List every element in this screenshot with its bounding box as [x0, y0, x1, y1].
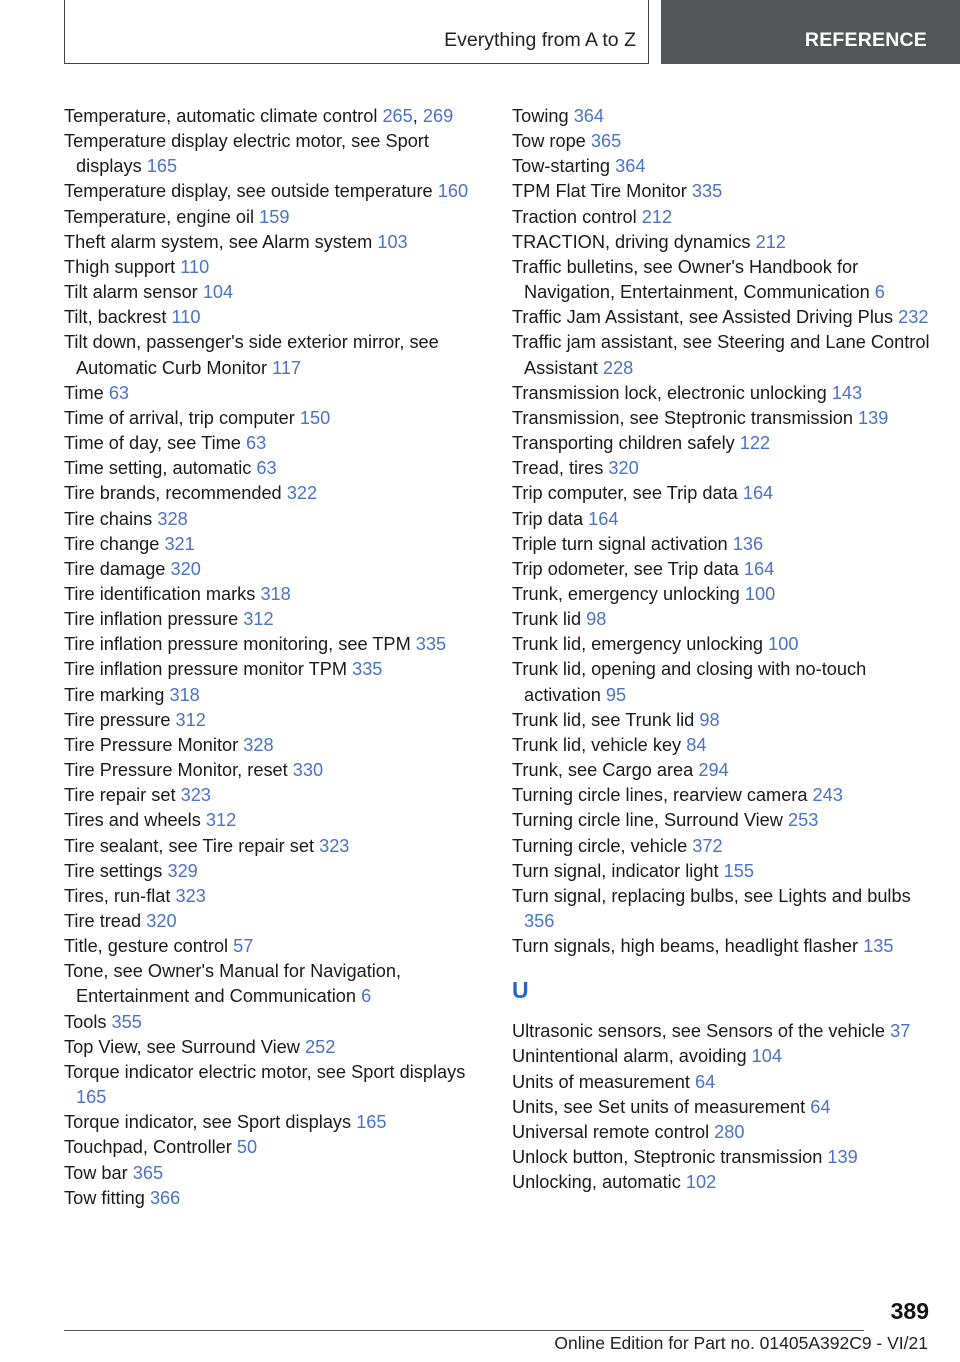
index-entry: [64, 808, 484, 833]
index-entry-term: Tire chains: [64, 508, 153, 529]
index-entry: [512, 884, 932, 934]
index-entry-term: TPM Flat Tire Monitor: [512, 181, 687, 202]
index-entry: [512, 305, 932, 330]
page-reference-link[interactable]: 269: [422, 106, 454, 126]
page-reference-link[interactable]: 335: [415, 634, 447, 655]
index-entry: [512, 104, 932, 129]
page-reference-link[interactable]: 320: [170, 558, 201, 579]
page-reference-link[interactable]: 164: [588, 508, 619, 529]
index-entry-term: Unintentional alarm, avoiding: [512, 1046, 747, 1067]
index-entry-term: Tire inflation pressure monitoring, see TPM: [64, 634, 411, 655]
index-entry: [512, 733, 932, 758]
index-entry-term: Units, see Set units of measurement: [512, 1096, 806, 1117]
index-entry-term: Tire repair set: [64, 785, 176, 806]
index-entry-term: Turn signals, high beams, headlight flasher: [512, 936, 859, 957]
index-entry-term: Traffic bulletins, see Owner's Handbook for Navigation, Entertainment, Communication: [512, 256, 870, 303]
index-entry: [512, 406, 932, 431]
index-entry: [512, 632, 932, 657]
page-reference-link[interactable]: 104: [202, 282, 234, 303]
index-entry-term: Trip computer, see Trip data: [512, 483, 738, 504]
index-entry: [64, 1110, 484, 1135]
page-reference-link[interactable]: 318: [260, 583, 291, 604]
page-reference-link[interactable]: 228: [602, 357, 634, 378]
page-reference-link[interactable]: 103: [377, 231, 408, 252]
index-entry: [512, 381, 932, 406]
index-entry-term: Tires, run-flat: [64, 885, 171, 906]
page-reference-link[interactable]: 232: [898, 307, 929, 328]
footer-edition: Online Edition for Part no. 01405A392C9 - VI/21: [554, 1333, 928, 1353]
index-entry-term: Torque indicator electric motor, see Sport displays: [64, 1061, 466, 1082]
index-entry: [512, 808, 932, 833]
index-entry: [512, 179, 932, 204]
index-entry: [64, 607, 484, 632]
index-entry-term: Trunk lid, vehicle key: [512, 734, 682, 755]
page-reference-link[interactable]: 139: [858, 407, 889, 428]
index-entry-term: Turn signal, indicator light: [512, 860, 719, 881]
index-entry-term: Time setting, automatic: [64, 458, 252, 479]
index-entry: [512, 1095, 932, 1120]
index-entry-term: Units of measurement: [512, 1071, 690, 1092]
index-entry: [512, 834, 932, 859]
index-entry: [64, 708, 484, 733]
page-reference-link[interactable]: 117: [272, 357, 302, 378]
index-entry-term: Tread, tires: [512, 458, 604, 479]
index-entry: [512, 330, 932, 380]
page-reference-link[interactable]: 323: [319, 835, 350, 856]
footer-divider: [64, 1330, 864, 1331]
page-reference-link[interactable]: 253: [787, 810, 819, 831]
page-reference-link[interactable]: 98: [586, 609, 607, 630]
page-reference-link[interactable]: 372: [692, 835, 723, 856]
index-entry: [64, 582, 484, 607]
page-reference-link[interactable]: 355: [111, 1011, 142, 1032]
page-reference-link[interactable]: 365: [590, 131, 622, 152]
index-entry: [64, 1060, 484, 1110]
index-entry: [64, 179, 484, 204]
index-entry-term: Tone, see Owner's Manual for Navigation, Entertainment and Communication: [64, 961, 402, 1007]
index-entry: [64, 1186, 484, 1211]
page-reference-link[interactable]: 280: [714, 1121, 745, 1142]
page-reference-link[interactable]: 323: [175, 885, 206, 906]
page-reference-link[interactable]: 64: [694, 1071, 716, 1092]
page-reference-link[interactable]: 312: [243, 609, 274, 630]
index-entry-term: Unlocking, automatic: [512, 1172, 681, 1193]
index-column-left: [64, 104, 484, 1211]
page-reference-link[interactable]: 320: [146, 911, 177, 931]
index-entry: [64, 859, 484, 884]
page-reference-link[interactable]: 312: [175, 709, 206, 730]
index-entry: [64, 1161, 484, 1186]
index-entry-term: Thigh support: [64, 256, 176, 277]
index-entry-term: Tire sealant, see Tire repair set: [64, 835, 315, 856]
index-entry-term: Tire damage: [64, 558, 166, 579]
page-reference-link[interactable]: 139: [827, 1147, 858, 1168]
index-entry: [512, 205, 932, 230]
index-entry: [64, 758, 484, 783]
page-reference-link[interactable]: 6: [361, 986, 372, 1007]
index-entry-term: Theft alarm system, see Alarm system: [64, 231, 373, 252]
index-entry-term: Temperature, engine oil: [64, 206, 255, 227]
index-entry: [512, 1070, 932, 1095]
index-entry-term: Tilt, backrest: [64, 307, 167, 328]
index-entry-term: Trunk lid, opening and closing with no-touch activation: [512, 659, 867, 705]
index-entry: [64, 280, 484, 305]
page-reference-link[interactable]: 95: [605, 684, 627, 705]
page-reference-link[interactable]: 84: [686, 734, 707, 755]
index-entry: [64, 381, 484, 406]
index-entry: [64, 330, 484, 380]
index-entry: [64, 683, 484, 708]
page-reference-link[interactable]: 159: [259, 206, 290, 227]
index-entry: [512, 1170, 932, 1195]
index-entry: [512, 532, 932, 557]
page-reference-link[interactable]: 335: [691, 181, 723, 202]
index-entry-term: Temperature display, see outside temperature: [64, 181, 433, 202]
page-reference-link[interactable]: 328: [157, 508, 188, 529]
index-entry-term: Triple turn signal activation: [512, 533, 728, 554]
index-entry: [512, 758, 932, 783]
page-reference-link[interactable]: 150: [299, 407, 331, 428]
index-entry: [64, 205, 484, 230]
page-reference-link[interactable]: 57: [233, 936, 254, 957]
index-entry-term: Turning circle line, Surround View: [512, 810, 783, 831]
chapter-title: REFERENCE: [804, 29, 927, 51]
index-entry-term: Tow bar: [64, 1162, 128, 1183]
index-entry-term: Trip odometer, see Trip data: [512, 558, 739, 579]
index-entry: [64, 783, 484, 808]
index-entry-term: Time of arrival, trip computer: [64, 407, 295, 428]
index-entry-term: TRACTION, driving dynamics: [512, 231, 751, 252]
page-reference-link[interactable]: 165: [356, 1112, 387, 1133]
index-entry-term: Tire change: [64, 533, 160, 554]
index-entry-term: Tow rope: [512, 131, 586, 152]
index-entry: [512, 431, 932, 456]
index-entry-term: Tire Pressure Monitor, reset: [64, 760, 288, 781]
index-entry: [512, 607, 932, 632]
page-reference-link[interactable]: 143: [831, 382, 863, 403]
index-entry: [64, 557, 484, 582]
index-entry: [512, 481, 932, 506]
page-reference-link[interactable]: 252: [304, 1036, 336, 1057]
index-entry: [512, 783, 932, 808]
page-reference-link[interactable]: 365: [132, 1162, 164, 1183]
section-title: Everything from A to Z: [444, 29, 636, 51]
index-entry: [64, 305, 484, 330]
running-header-chapter-tab: [661, 0, 960, 64]
page-reference-link[interactable]: 364: [573, 106, 605, 126]
page-reference-link[interactable]: 165: [146, 156, 178, 177]
page-reference-link[interactable]: 322: [286, 483, 318, 504]
index-entry-term: Tire pressure: [64, 709, 171, 730]
index-entry-term: Transporting children safely: [512, 433, 735, 454]
index-entry: [512, 456, 932, 481]
index-entry: [512, 582, 932, 607]
index-entry-term: Trunk, emergency unlocking: [512, 583, 740, 604]
page-reference-link[interactable]: 294: [698, 760, 729, 781]
page-reference-link[interactable]: 366: [149, 1187, 181, 1208]
page-reference-link[interactable]: 356: [524, 911, 555, 931]
index-entry-term: Traction control: [512, 206, 637, 227]
index-column-right: [512, 104, 932, 1195]
page-reference-link[interactable]: 328: [243, 734, 274, 755]
page-reference-link[interactable]: 164: [742, 483, 774, 504]
index-entry: [512, 255, 932, 305]
index-entry: Temperature, automatic climate control 265, 269: [64, 106, 454, 126]
index-entry: [512, 934, 932, 959]
index-entry-term: Transmission lock, electronic unlocking: [512, 382, 827, 403]
index-entry: [64, 456, 484, 481]
index-entry-term: Temperature, automatic climate control: [64, 106, 378, 126]
index-entry-term: Towing: [512, 106, 569, 126]
index-entry: [64, 657, 484, 682]
index-entry-term: Traffic Jam Assistant, see Assisted Driving Plus: [512, 307, 894, 328]
page-reference-link[interactable]: 160: [437, 181, 469, 202]
index-entry: [512, 1019, 932, 1044]
index-entry: [64, 507, 484, 532]
page-reference-link[interactable]: 136: [732, 533, 764, 554]
index-entry: [512, 557, 932, 582]
page-reference-link[interactable]: 212: [755, 231, 786, 252]
index-entry: [512, 859, 932, 884]
page-reference-link[interactable]: 323: [180, 785, 211, 806]
index-entry-term: Trunk lid: [512, 609, 582, 630]
index-entry-term: Tilt down, passenger's side exterior mirror, see Automatic Curb Monitor: [64, 332, 439, 378]
index-entry: [64, 481, 484, 506]
index-entry-term: Tires and wheels: [64, 810, 201, 831]
page-reference-link[interactable]: 335: [352, 659, 383, 680]
page-reference-link[interactable]: 318: [169, 684, 200, 705]
index-entry-term: Trunk lid, see Trunk lid: [512, 709, 695, 730]
page-reference-link[interactable]: 63: [108, 382, 130, 403]
page-reference-link[interactable]: 102: [685, 1172, 717, 1193]
index-entry-term: Tools: [64, 1011, 107, 1032]
index-entry: [512, 708, 932, 733]
index-entry-term: Traffic jam assistant, see Steering and Lane Control Assistant: [512, 332, 930, 378]
page-reference-link[interactable]: 63: [256, 458, 277, 479]
index-entry-term: Tire inflation pressure monitor TPM: [64, 659, 348, 680]
index-entry: [512, 1044, 932, 1069]
index-entry-term: Top View, see Surround View: [64, 1036, 300, 1057]
page-reference-link[interactable]: 320: [608, 458, 639, 479]
index-entry: [64, 255, 484, 280]
index-entry: [64, 431, 484, 456]
index-entry-term: Trunk lid, emergency unlocking: [512, 634, 764, 655]
page-reference-link[interactable]: 110: [171, 307, 201, 328]
page-reference-link[interactable]: 321: [164, 533, 195, 554]
page-reference-link[interactable]: 243: [812, 785, 843, 806]
page-reference-link[interactable]: 330: [292, 760, 324, 781]
index-entry: [512, 1145, 932, 1170]
page-reference-link[interactable]: 364: [615, 156, 646, 177]
page-reference-link[interactable]: 110: [180, 256, 210, 277]
index-entry: [64, 406, 484, 431]
index-entry-term: Time of day, see Time: [64, 433, 241, 454]
page-reference-link[interactable]: 312: [205, 810, 237, 831]
page-reference-link[interactable]: 265: [382, 106, 413, 126]
page-reference-link[interactable]: 165: [76, 1087, 107, 1108]
page-number: 389: [890, 1298, 929, 1324]
page-reference-link[interactable]: 50: [236, 1137, 258, 1158]
page-reference-link[interactable]: 100: [744, 583, 776, 604]
index-entry: [512, 154, 932, 179]
index-entry: [512, 230, 932, 255]
index-entry-term: Title, gesture control: [64, 936, 229, 957]
index-entry: [64, 884, 484, 909]
index-entry: [512, 129, 932, 154]
index-entry-term: Time: [64, 382, 104, 403]
index-entry-term: Tire inflation pressure: [64, 609, 239, 630]
index-entry-term: Torque indicator, see Sport displays: [64, 1112, 352, 1133]
index-entry: [64, 834, 484, 859]
page-reference-link[interactable]: 64: [810, 1096, 831, 1117]
index-entry: [512, 657, 932, 707]
index-entry-term: Tow-starting: [512, 156, 611, 177]
index-entry: [64, 532, 484, 557]
page-reference-link[interactable]: 212: [641, 206, 673, 227]
index-entry: [512, 1120, 932, 1145]
page-reference-link[interactable]: 122: [739, 433, 771, 454]
index-entry-term: Turn signal, replacing bulbs, see Lights and bulbs: [512, 885, 911, 906]
page-reference-link[interactable]: 135: [863, 936, 894, 957]
page-reference-link[interactable]: 164: [743, 558, 775, 579]
page-reference-link[interactable]: 100: [768, 634, 799, 655]
index-entry: [64, 934, 484, 959]
index-entry-term: Unlock button, Steptronic transmission: [512, 1147, 823, 1168]
index-entry: [64, 1010, 484, 1035]
index-entry: [64, 632, 484, 657]
index-entry-term: Touchpad, Controller: [64, 1137, 232, 1158]
index-entry-term: Trunk, see Cargo area: [512, 760, 694, 781]
index-entry-term: Ultrasonic sensors, see Sensors of the vehicle: [512, 1021, 886, 1042]
index-entry-term: Tow fitting: [64, 1187, 145, 1208]
index-entry-term: Tire identification marks: [64, 583, 256, 604]
index-entry-term: Turning circle lines, rearview camera: [512, 785, 808, 806]
index-entry: [64, 909, 484, 934]
page-reference-link[interactable]: 6: [874, 282, 885, 303]
index-entry-term: Tire marking: [64, 684, 165, 705]
index-entry-term: Tire Pressure Monitor: [64, 734, 239, 755]
index-entry: [64, 1035, 484, 1060]
index-entry-term: Tire settings: [64, 860, 163, 881]
page-reference-link[interactable]: 104: [751, 1046, 782, 1067]
page-reference-link[interactable]: 155: [723, 860, 754, 881]
index-entry: [64, 129, 484, 179]
page-reference-link[interactable]: 98: [699, 709, 720, 730]
index-entry: [64, 959, 484, 1009]
index-entry: [512, 507, 932, 532]
index-entry-term: Tire brands, recommended: [64, 483, 282, 504]
index-entry-term: Tilt alarm sensor: [64, 282, 198, 303]
index-entry-term: Turning circle, vehicle: [512, 835, 688, 856]
page-reference-link[interactable]: 329: [167, 860, 198, 881]
index-entry-term: Transmission, see Steptronic transmission: [512, 407, 853, 428]
index-entry-term: Trip data: [512, 508, 584, 529]
page-reference-link[interactable]: 37: [890, 1021, 911, 1042]
index-entry: [64, 230, 484, 255]
index-entry: [64, 1135, 484, 1160]
running-header-section: [64, 0, 649, 64]
page-reference-link[interactable]: 63: [245, 433, 267, 454]
index-letter-heading: U: [512, 977, 529, 1004]
index-entry-term: Tire tread: [64, 911, 142, 931]
index-entry: [64, 733, 484, 758]
index-entry-term: Universal remote control: [512, 1121, 710, 1142]
index-entry-term: Temperature display electric motor, see Sport displays: [64, 131, 429, 177]
